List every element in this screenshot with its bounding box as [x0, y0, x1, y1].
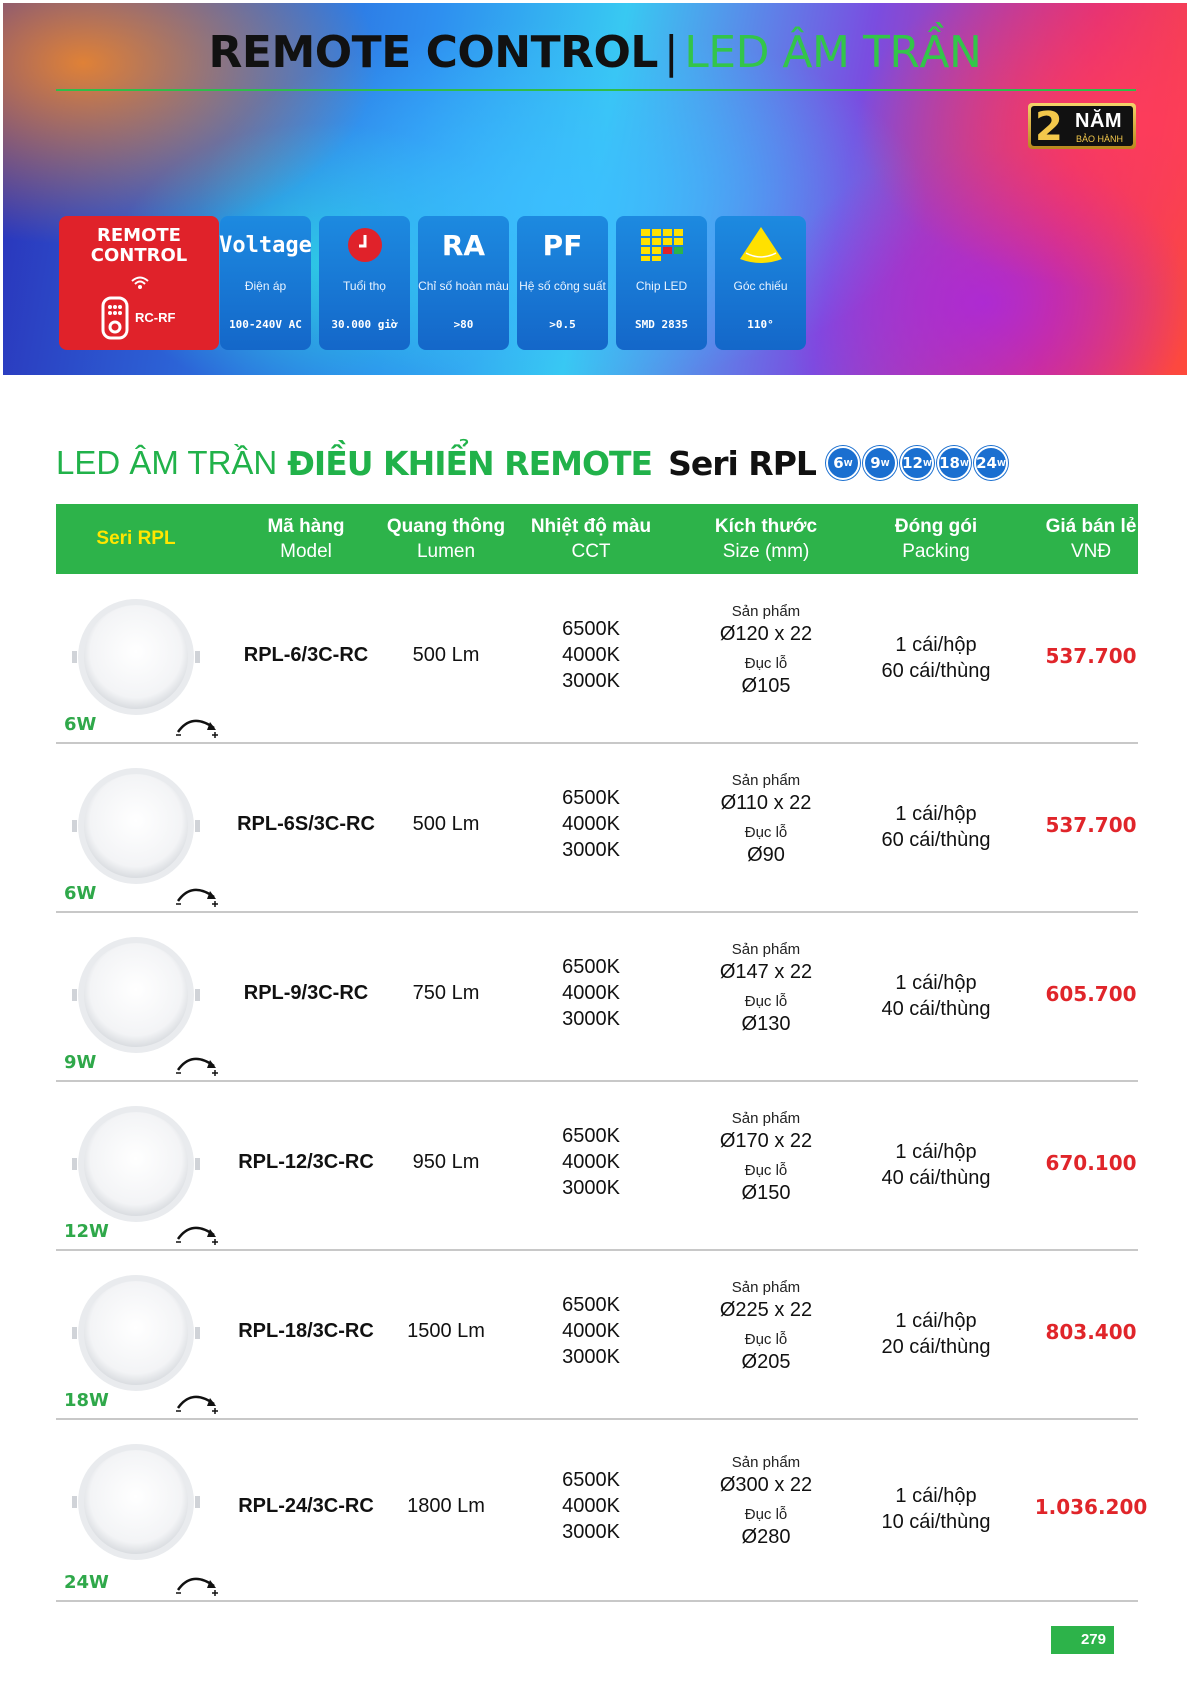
watt-label: 18W — [64, 1390, 109, 1411]
cell-lumen: 950 Lm — [412, 1150, 480, 1173]
spec-value: 110° — [747, 318, 774, 331]
spec-card-beam-angle — [715, 216, 806, 350]
spec-card-ra — [418, 216, 509, 350]
banner-title-sub: LED ÂM TRẦN — [684, 27, 982, 78]
cell-model: RPL-12/3C-RC — [238, 1150, 374, 1173]
spec-card-lifetime — [319, 216, 410, 350]
spec-label: Góc chiếu — [733, 279, 788, 293]
downlight-image — [66, 1263, 206, 1403]
watt-label: 12W — [64, 1221, 109, 1242]
dimmer-icon — [174, 712, 220, 738]
watt-badge: 9 W — [863, 446, 897, 480]
banner-title — [3, 27, 1187, 78]
cell-cct: 6500K 4000K 3000K — [562, 1469, 620, 1543]
cell-cct: 6500K 4000K 3000K — [562, 617, 620, 692]
spec-label: Hệ số công suất — [519, 279, 606, 293]
cell-packing: 1 cái/hộp 20 cái/thùng — [881, 1309, 991, 1358]
watt-badge: 6 W — [826, 446, 860, 480]
dimmer-icon — [174, 881, 220, 907]
dimmer-icon — [174, 1570, 220, 1596]
remote-icon — [101, 296, 129, 340]
chip-led-icon — [641, 229, 683, 261]
cell-price: 1.036.200 — [1034, 1495, 1148, 1519]
clock-icon — [347, 227, 383, 263]
banner-title-separator: | — [663, 27, 679, 78]
remote-card-title-1: REMOTE — [97, 225, 181, 246]
watt-label: 24W — [64, 1572, 109, 1593]
cell-size: Sản phẩm Ø300 x 22 Đục lỗ Ø280 — [719, 1454, 813, 1548]
watt-badge: 18 W — [937, 446, 971, 480]
cell-price: 670.100 — [1045, 1150, 1137, 1175]
cell-model: RPL-24/3C-RC — [238, 1495, 374, 1517]
warranty-years: 2 — [1035, 104, 1063, 150]
header-size: Kích thước Size (mm) — [714, 516, 818, 562]
cell-packing: 1 cái/hộp 60 cái/thùng — [881, 633, 991, 682]
cell-size: Sản phẩm Ø110 x 22 Đục lỗ Ø90 — [720, 771, 812, 866]
voltage-text-icon: Voltage — [219, 232, 312, 258]
cell-lumen: 1800 Lm — [407, 1495, 485, 1517]
cell-price: 605.700 — [1045, 981, 1137, 1006]
warranty-badge — [1028, 103, 1136, 149]
header-cct: Nhiệt độ màu CCT — [530, 516, 652, 562]
header-model: Mã hàng Model — [267, 516, 345, 562]
watt-label: 6W — [64, 714, 97, 735]
cell-size: Sản phẩm Ø147 x 22 Đục lỗ Ø130 — [719, 940, 813, 1035]
downlight-image — [66, 1094, 206, 1234]
watt-label: 9W — [64, 1052, 97, 1073]
spec-value: 30.000 giờ — [331, 318, 398, 331]
cell-size: Sản phẩm Ø170 x 22 Đục lỗ Ø150 — [719, 1109, 813, 1204]
table-row — [56, 1420, 1148, 1602]
table-row — [56, 744, 1138, 913]
spec-card-pf — [517, 216, 608, 350]
cell-model: RPL-9/3C-RC — [243, 981, 369, 1004]
cell-packing: 1 cái/hộp 60 cái/thùng — [881, 802, 991, 851]
cell-lumen: 500 Lm — [412, 643, 480, 666]
downlight-image — [66, 925, 206, 1065]
warranty-sub: BẢO HÀNH — [1076, 134, 1124, 144]
remote-control-card — [59, 216, 219, 350]
header-price: Giá bán lẻ VNĐ — [1045, 516, 1137, 562]
cell-size: Sản phẩm Ø120 x 22 Đục lỗ Ø105 — [719, 602, 813, 697]
cell-packing: 1 cái/hộp 40 cái/thùng — [881, 1140, 991, 1189]
banner-divider — [56, 89, 1136, 91]
section-title — [56, 443, 1008, 483]
spec-card-voltage — [220, 216, 311, 350]
spec-value: >80 — [453, 318, 474, 331]
cell-cct: 6500K 4000K 3000K — [562, 1124, 620, 1199]
section-title-part1: LED ÂM TRẦN — [56, 444, 278, 481]
table-row — [56, 1082, 1138, 1251]
cell-packing: 1 cái/hộp 10 cái/thùng — [881, 1485, 991, 1533]
watt-label: 6W — [64, 883, 97, 904]
section-title-series: Seri RPL — [668, 443, 816, 483]
spec-label: Chip LED — [635, 279, 688, 293]
cell-lumen: 1500 Lm — [407, 1319, 485, 1342]
table-row — [56, 1251, 1138, 1420]
watt-badge: 12 W — [900, 446, 934, 480]
header-series: Seri RPL — [96, 528, 176, 549]
downlight-image — [66, 756, 206, 896]
downlight-image — [66, 587, 206, 727]
cell-lumen: 500 Lm — [412, 812, 480, 835]
cell-lumen: 750 Lm — [412, 981, 480, 1004]
remote-model: RC-RF — [135, 310, 176, 325]
section-title-part2: ĐIỀU KHIỂN REMOTE — [287, 443, 653, 483]
warranty-label: NĂM — [1075, 110, 1123, 132]
cell-packing: 1 cái/hộp 40 cái/thùng — [881, 971, 991, 1020]
spec-label: Tuổi thọ — [343, 279, 386, 293]
beam-angle-icon — [738, 225, 784, 265]
table-header — [56, 504, 1138, 574]
signal-icon — [131, 276, 149, 290]
watt-badge: 24 W — [974, 446, 1008, 480]
spec-card-chip — [616, 216, 707, 350]
banner-title-main: REMOTE CONTROL — [208, 27, 658, 78]
spec-label: Điện áp — [244, 279, 287, 293]
page-number: 279 — [1051, 1626, 1114, 1654]
dimmer-icon — [174, 1219, 220, 1245]
header-packing: Đóng gói Packing — [894, 516, 978, 562]
table-row — [56, 575, 1138, 744]
cell-cct: 6500K 4000K 3000K — [562, 1293, 620, 1368]
cell-price: 537.700 — [1045, 812, 1137, 837]
cell-price: 803.400 — [1045, 1319, 1137, 1344]
cell-model: RPL-18/3C-RC — [238, 1319, 374, 1342]
spec-label: Chỉ số hoàn màu — [418, 279, 509, 293]
cell-cct: 6500K 4000K 3000K — [562, 786, 620, 861]
spec-value: 100-240V AC — [229, 318, 302, 331]
ra-text-icon: RA — [441, 228, 486, 262]
spec-value: >0.5 — [549, 318, 576, 331]
cell-price: 537.700 — [1045, 643, 1137, 668]
downlight-image — [66, 1432, 206, 1572]
header-lumen: Quang thông Lumen — [386, 516, 506, 562]
remote-card-title-2: CONTROL — [90, 245, 188, 266]
cell-size: Sản phẩm Ø225 x 22 Đục lỗ Ø205 — [719, 1278, 813, 1373]
table-row — [56, 913, 1138, 1082]
watt-badges — [826, 446, 1008, 480]
dimmer-icon — [174, 1050, 220, 1076]
dimmer-icon — [174, 1388, 220, 1414]
cell-model: RPL-6/3C-RC — [243, 643, 369, 666]
cell-cct: 6500K 4000K 3000K — [562, 955, 620, 1030]
spec-value: SMD 2835 — [635, 318, 688, 331]
pf-text-icon: PF — [542, 228, 583, 262]
banner — [3, 3, 1187, 375]
cell-model: RPL-6S/3C-RC — [237, 812, 375, 835]
